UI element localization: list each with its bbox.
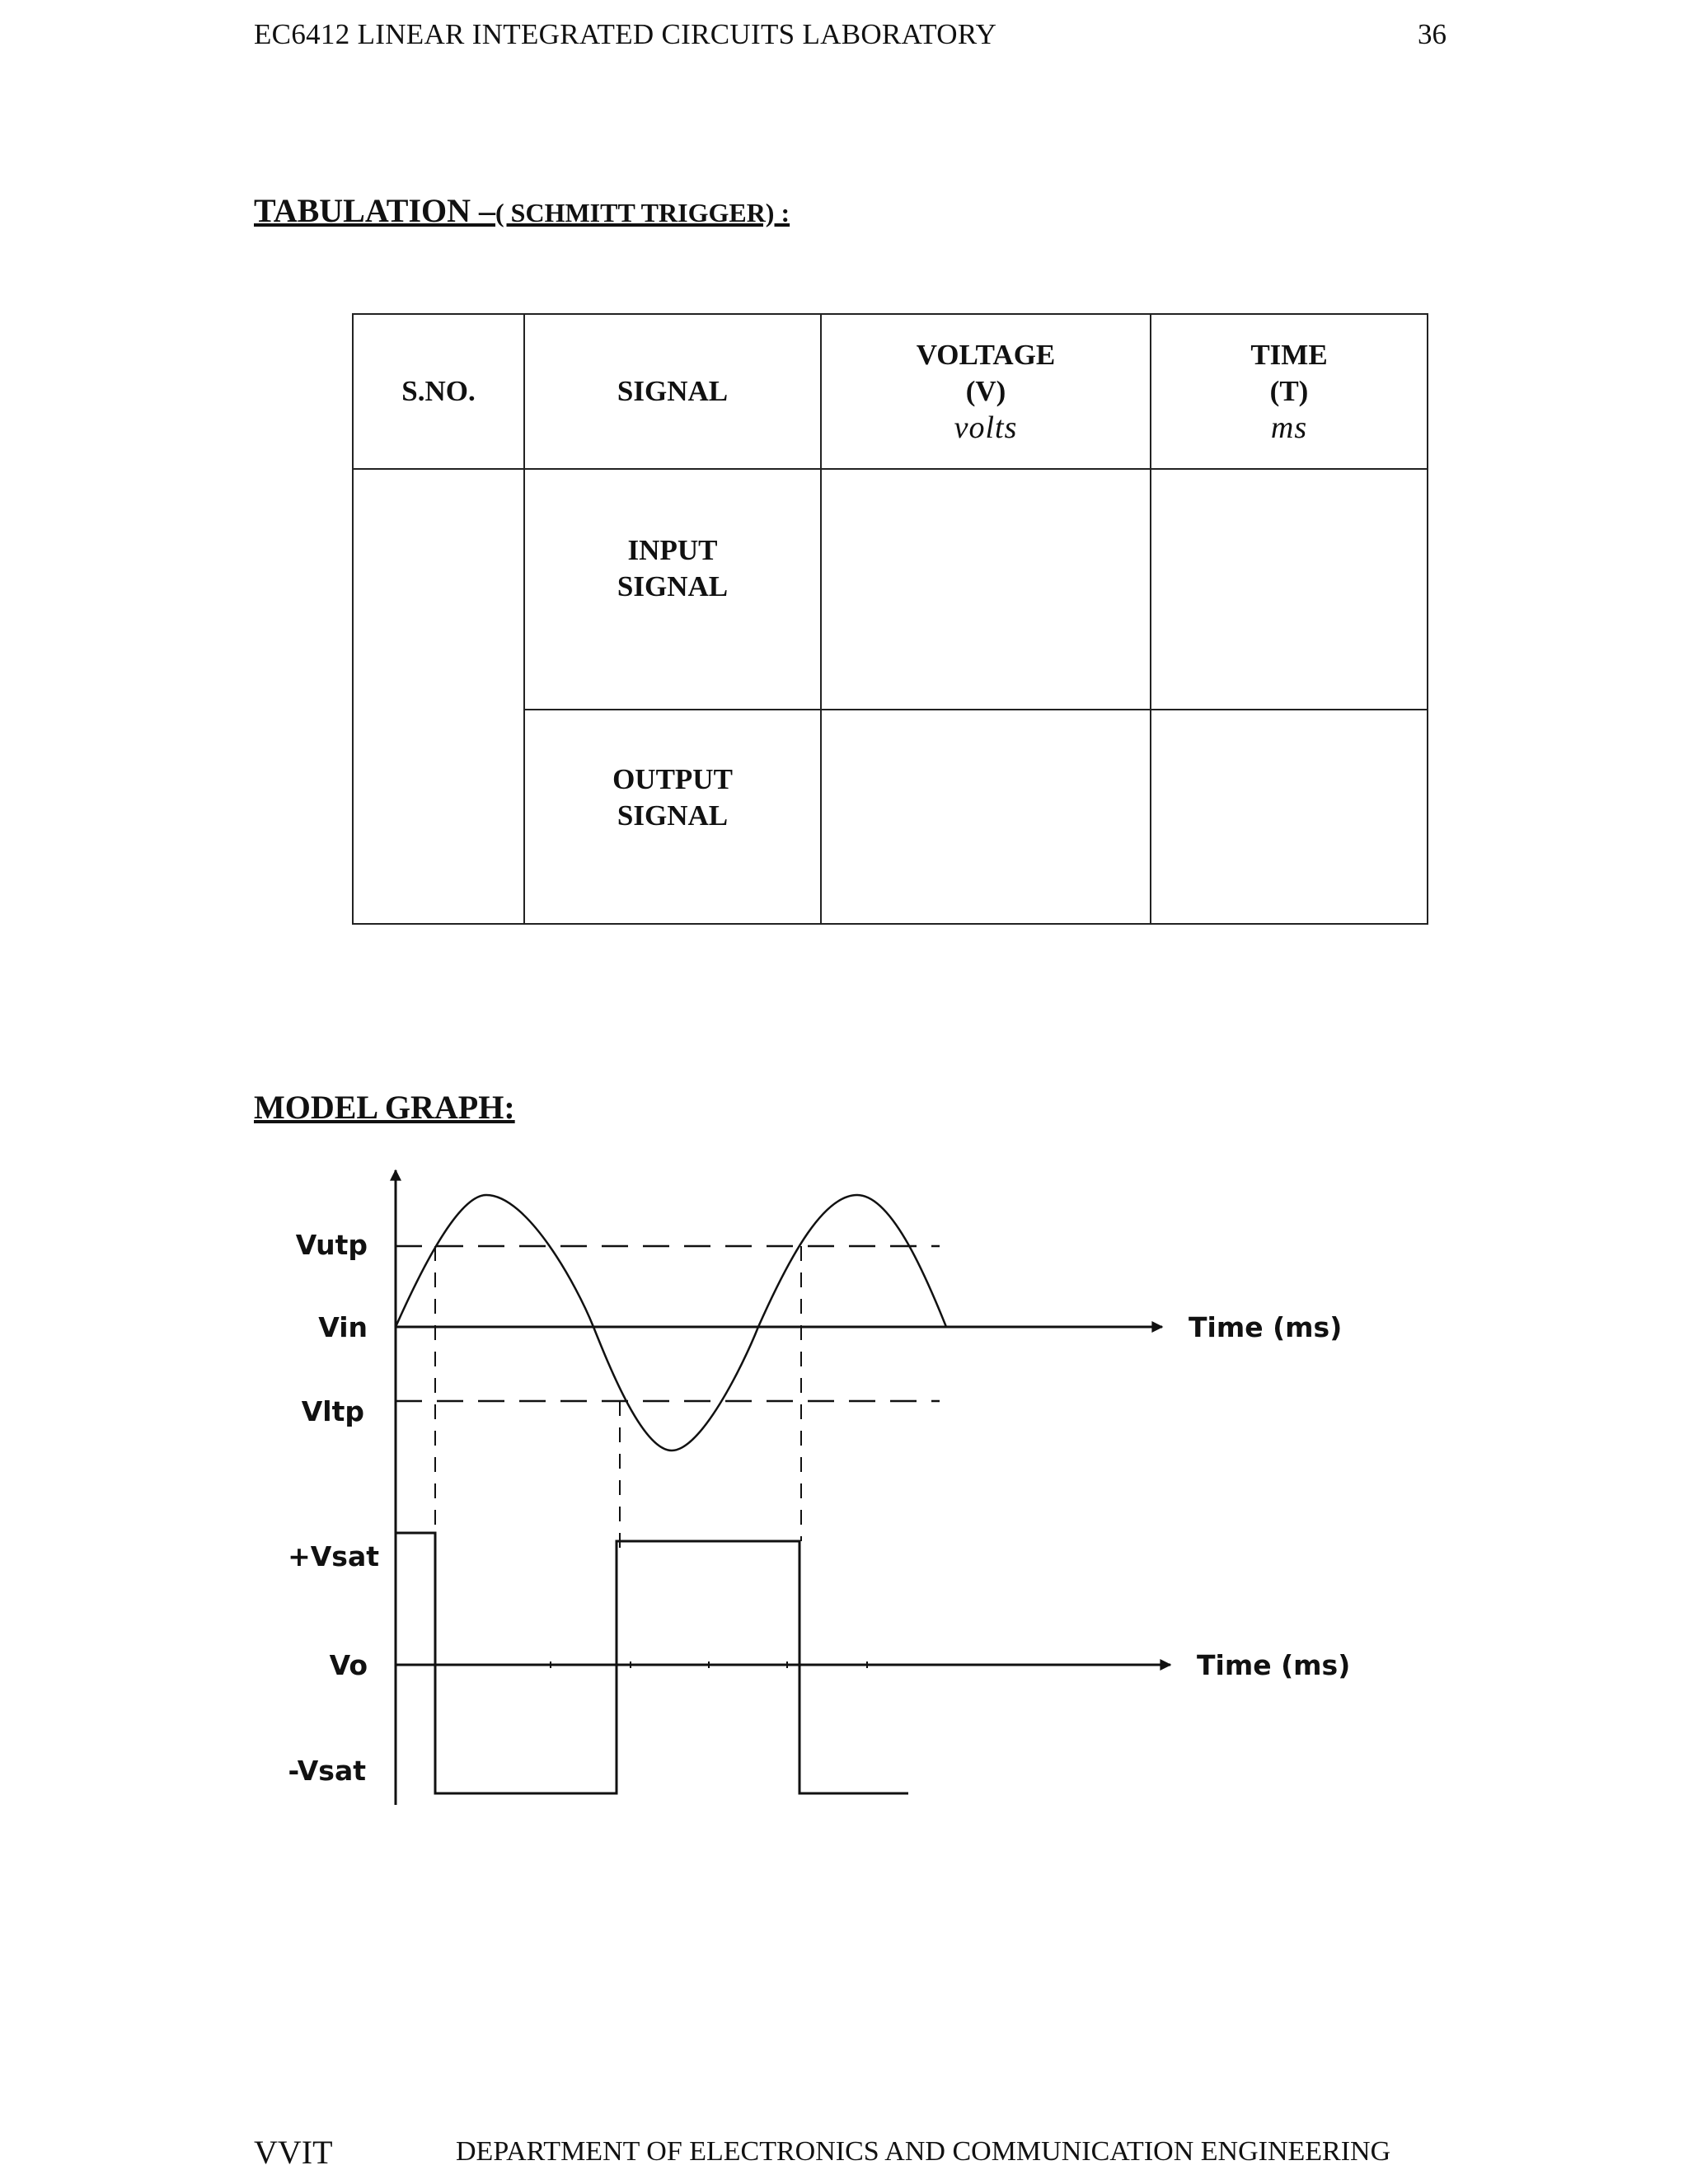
tabulation-heading-sub: ( SCHMITT TRIGGER) : — [495, 198, 790, 227]
label-vltp: Vltp — [301, 1395, 364, 1427]
footer-department: DEPARTMENT OF ELECTRONICS AND COMMUNICATION ENGINEERING — [456, 2136, 1391, 2167]
tabulation-heading — [254, 191, 790, 230]
cell-output-signal — [524, 710, 821, 924]
footer-institution: VVIT — [254, 2134, 333, 2171]
cell-output-time — [1151, 710, 1428, 924]
col-voltage — [821, 314, 1151, 469]
col-voltage-symbol: (V) — [965, 375, 1006, 407]
input-signal-line1: INPUT — [627, 534, 718, 566]
col-time-symbol: (T) — [1269, 375, 1309, 407]
table-header-row — [353, 314, 1428, 469]
tabulation-heading-main: TABULATION – — [254, 192, 496, 229]
label-minus-vsat: -Vsat — [288, 1755, 366, 1787]
col-time-unit: ms — [1270, 410, 1308, 445]
col-voltage-name: VOLTAGE — [916, 339, 1056, 371]
schmitt-trigger-table — [352, 313, 1428, 925]
col-voltage-unit: volts — [954, 410, 1018, 445]
label-time-output: Time (ms) — [1197, 1649, 1351, 1681]
label-plus-vsat: +Vsat — [288, 1540, 379, 1572]
cell-output-voltage — [821, 710, 1151, 924]
label-vo: Vo — [329, 1649, 368, 1681]
cell-input-voltage — [821, 469, 1151, 710]
col-time — [1151, 314, 1428, 469]
page-header-title: EC6412 LINEAR INTEGRATED CIRCUITS LABORATORY — [254, 18, 997, 50]
col-signal: SIGNAL — [524, 314, 821, 469]
cell-sno — [353, 469, 524, 924]
page-number: 36 — [1418, 18, 1447, 50]
cell-input-time — [1151, 469, 1428, 710]
output-signal-line2: SIGNAL — [617, 799, 729, 832]
label-vin: Vin — [318, 1311, 368, 1343]
cell-input-signal — [524, 469, 821, 710]
table-row-input — [353, 469, 1428, 710]
col-sno: S.NO. — [353, 314, 524, 469]
input-sine-wave — [396, 1195, 946, 1451]
output-square-wave — [396, 1533, 908, 1793]
model-graph-heading: MODEL GRAPH: — [254, 1089, 515, 1126]
schmitt-trigger-model-graph — [280, 1154, 1434, 1838]
output-signal-line1: OUTPUT — [612, 763, 733, 795]
col-time-name: TIME — [1250, 339, 1328, 371]
label-vutp: Vutp — [295, 1229, 368, 1261]
input-signal-line2: SIGNAL — [617, 570, 729, 602]
label-time-input: Time (ms) — [1189, 1311, 1343, 1343]
